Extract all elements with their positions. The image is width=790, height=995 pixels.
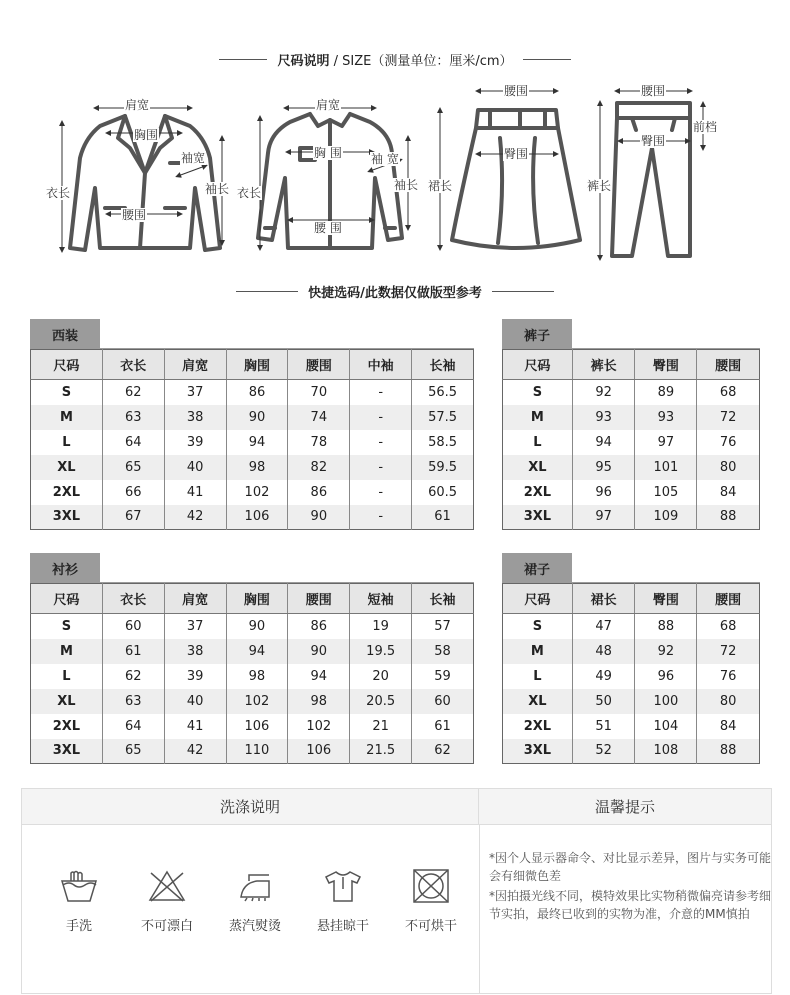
table-cell: 82: [288, 455, 350, 480]
tips-header: 温馨提示: [479, 789, 771, 825]
table-cell: 48: [572, 639, 635, 664]
table-cell: M: [503, 405, 573, 430]
table-cell: 41: [164, 480, 226, 505]
table-cell: 88: [697, 505, 760, 530]
table-row: [503, 505, 760, 530]
table-cell: 58: [412, 639, 474, 664]
wash-item-no-bleach: [132, 869, 202, 934]
table-cell: 63: [102, 405, 164, 430]
table-cell: 38: [164, 639, 226, 664]
table-cell: 94: [572, 430, 635, 455]
table-cell: 102: [288, 714, 350, 739]
table-row: [31, 689, 474, 714]
wash-instructions-header: 洗涤说明: [22, 789, 479, 825]
table-row: [503, 380, 760, 405]
wash-item-hand-wash: [44, 869, 114, 934]
skirt-col-waist: 腰围: [697, 584, 760, 614]
table-cell: 39: [164, 664, 226, 689]
skirt-size-table: [502, 553, 760, 765]
table-cell: 89: [635, 380, 697, 405]
pants-rise-label: 前档: [693, 120, 718, 134]
shirt-col-waist: 腰围: [288, 584, 350, 614]
table-row: [31, 480, 474, 505]
table-row: [31, 639, 474, 664]
table-cell: 39: [164, 430, 226, 455]
table-cell: 42: [164, 505, 226, 530]
table-cell: 60: [102, 614, 164, 639]
table-cell: 102: [226, 689, 288, 714]
suit-sleeve-length-label: 袖长: [205, 182, 230, 196]
suit-shoulder-label: 肩宽: [125, 98, 150, 112]
table-row: [503, 430, 760, 455]
table-cell: -: [350, 455, 412, 480]
pants-col-size: 尺码: [503, 350, 573, 380]
shirt-col-shoulder: 肩宽: [164, 584, 226, 614]
table-cell: -: [350, 480, 412, 505]
shirt-col-size: 尺码: [31, 584, 103, 614]
pants-length-label: 裤长: [587, 179, 612, 193]
table-cell: 96: [635, 664, 697, 689]
table-cell: 110: [226, 739, 288, 764]
table-cell: 102: [226, 480, 288, 505]
table-cell: 100: [635, 689, 697, 714]
pants-hip-label: 臀围: [641, 134, 666, 148]
table-cell: 94: [288, 664, 350, 689]
wash-item-no-tumble-dry: [396, 869, 466, 934]
table-cell: 80: [697, 689, 760, 714]
table-row: [31, 505, 474, 530]
table-cell: 49: [572, 664, 635, 689]
table-cell: 38: [164, 405, 226, 430]
table-cell: 96: [572, 480, 635, 505]
table-cell: 20.5: [350, 689, 412, 714]
table-cell: 64: [102, 714, 164, 739]
table-cell: -: [350, 380, 412, 405]
table-cell: 61: [412, 714, 474, 739]
table-cell: 97: [572, 505, 635, 530]
table-cell: 67: [102, 505, 164, 530]
suit-col-size: 尺码: [31, 350, 103, 380]
table-cell: 98: [226, 664, 288, 689]
table-cell: 62: [412, 739, 474, 764]
table-cell: 57: [412, 614, 474, 639]
shirt-col-length: 衣长: [102, 584, 164, 614]
hand-wash-label: 手洗: [65, 919, 92, 934]
table-row: [31, 664, 474, 689]
shirt-header-row: [31, 584, 474, 614]
table-cell: 95: [572, 455, 635, 480]
quick-size-title-row: [0, 282, 790, 301]
pants-table: [502, 349, 760, 530]
suit-waist-label: 腰围: [122, 208, 147, 222]
table-cell: M: [31, 405, 103, 430]
table-row: [31, 405, 474, 430]
tips-text: [489, 849, 771, 923]
table-cell: 2XL: [52, 718, 81, 734]
table-cell: S: [532, 618, 543, 634]
table-row: [503, 639, 760, 664]
table-cell: 90: [226, 614, 288, 639]
table-row: [31, 455, 474, 480]
pants-waist-label: 腰围: [641, 84, 666, 98]
table-cell: 76: [697, 664, 760, 689]
suit-col-chest: 胸围: [226, 350, 288, 380]
table-row: [31, 380, 474, 405]
table-cell: -: [350, 405, 412, 430]
skirt-table: [502, 583, 760, 764]
shirt-col-short-sleeve: 短袖: [350, 584, 412, 614]
suit-col-mid-sleeve: 中袖: [350, 350, 412, 380]
suit-col-length: 衣长: [102, 350, 164, 380]
table-cell: 3XL: [31, 739, 103, 764]
table-cell: 63: [102, 689, 164, 714]
garment-diagrams: [0, 78, 790, 278]
shirt-col-long-sleeve: 长袖: [412, 584, 474, 614]
shirt-size-table: [30, 553, 474, 765]
skirt-col-size: 尺码: [503, 584, 573, 614]
shirt-col-chest: 胸围: [226, 584, 288, 614]
hang-dry-icon: [323, 869, 363, 903]
table-cell: 84: [697, 714, 760, 739]
table-cell: 86: [226, 380, 288, 405]
skirt-hip-label: 臀围: [504, 147, 529, 161]
table-cell: 76: [697, 430, 760, 455]
table-cell: 84: [697, 480, 760, 505]
suit-length-label: 衣长: [46, 186, 71, 200]
pants-col-length: 裤长: [572, 350, 635, 380]
shirt-chest-label: 胸 围: [314, 146, 342, 160]
table-cell: 88: [697, 739, 760, 764]
table-cell: 56.5: [412, 380, 474, 405]
table-cell: 60.5: [412, 480, 474, 505]
shirt-waist-label: 腰 围: [314, 221, 342, 235]
table-row: [31, 739, 474, 764]
table-cell: 60: [412, 689, 474, 714]
shirt-shoulder-label: 肩宽: [316, 98, 341, 112]
title-rule-left: [219, 59, 267, 60]
table-cell: -: [350, 505, 412, 530]
table-cell: 3XL: [31, 505, 103, 530]
table-cell: 50: [572, 689, 635, 714]
table-cell: 90: [288, 505, 350, 530]
table-cell: 61: [102, 639, 164, 664]
table-cell: 101: [635, 455, 697, 480]
table-cell: 106: [288, 739, 350, 764]
table-cell: 105: [635, 480, 697, 505]
steam-iron-label: 蒸汽熨烫: [228, 919, 281, 934]
table-cell: L: [62, 668, 71, 684]
table-cell: -: [350, 430, 412, 455]
suit-size-table: [30, 319, 474, 531]
skirt-col-hip: 臀围: [635, 584, 697, 614]
table-cell: L: [533, 434, 542, 450]
table-cell: 90: [226, 405, 288, 430]
shirt-length-label: 衣长: [237, 186, 262, 200]
table-cell: 2XL: [52, 484, 81, 500]
table-row: [503, 455, 760, 480]
table-cell: 59.5: [412, 455, 474, 480]
table-row: [31, 614, 474, 639]
skirt-header-row: [503, 584, 760, 614]
table-cell: 42: [164, 739, 226, 764]
table-cell: 64: [102, 430, 164, 455]
tip-lighting-difference: *因拍摄光线不同，模特效果比实物稍微偏亮请参考细节实拍，最终已收到的实物为准，介意的MM慎拍: [489, 889, 772, 921]
table-cell: 21: [350, 714, 412, 739]
table-cell: 97: [635, 430, 697, 455]
table-cell: 62: [102, 380, 164, 405]
table-cell: 66: [102, 480, 164, 505]
table-cell: 68: [697, 614, 760, 639]
steam-iron-icon: [235, 869, 275, 903]
table-cell: 20: [350, 664, 412, 689]
title-rule-right: [523, 59, 571, 60]
subtitle-rule-left: [236, 291, 298, 292]
no-tumble-dry-icon: [411, 869, 451, 903]
table-cell: 98: [288, 689, 350, 714]
suit-header-row: [31, 350, 474, 380]
table-cell: S: [61, 618, 72, 634]
suit-col-waist: 腰围: [288, 350, 350, 380]
shirt-sleeve-length-label: 袖长: [394, 178, 419, 192]
care-section: [21, 788, 772, 994]
hang-dry-label: 悬挂晾干: [316, 919, 369, 934]
table-cell: 94: [226, 430, 288, 455]
table-cell: 106: [226, 505, 288, 530]
suit-tab: 西装: [30, 319, 100, 349]
table-cell: 19: [350, 614, 412, 639]
table-cell: 78: [288, 430, 350, 455]
no-tumble-dry-label: 不可烘干: [404, 919, 457, 934]
table-cell: 2XL: [523, 718, 552, 734]
skirt-waist-label: 腰围: [504, 84, 529, 98]
table-cell: 72: [697, 405, 760, 430]
table-cell: 93: [635, 405, 697, 430]
table-cell: 80: [697, 455, 760, 480]
table-row: [503, 689, 760, 714]
table-cell: XL: [31, 455, 103, 480]
table-cell: 62: [102, 664, 164, 689]
subtitle-rule-right: [492, 291, 554, 292]
skirt-length-label: 裙长: [428, 179, 453, 193]
table-cell: 2XL: [523, 484, 552, 500]
table-cell: 51: [572, 714, 635, 739]
skirt-tab: 裙子: [502, 553, 572, 583]
table-cell: 41: [164, 714, 226, 739]
table-row: [503, 614, 760, 639]
table-cell: 3XL: [503, 739, 573, 764]
table-row: [31, 430, 474, 455]
table-cell: 94: [226, 639, 288, 664]
table-cell: L: [533, 668, 542, 684]
table-cell: M: [503, 639, 573, 664]
table-cell: 47: [572, 614, 635, 639]
table-cell: 109: [635, 505, 697, 530]
table-cell: 3XL: [503, 505, 573, 530]
shirt-tab: 衬衫: [30, 553, 100, 583]
table-row: [31, 714, 474, 739]
shirt-table: [30, 583, 474, 764]
table-cell: L: [62, 434, 71, 450]
wash-item-steam-iron: [220, 869, 290, 934]
table-row: [503, 405, 760, 430]
skirt-col-length: 裙长: [572, 584, 635, 614]
table-cell: 93: [572, 405, 635, 430]
table-cell: 40: [164, 689, 226, 714]
hand-wash-icon: [59, 869, 99, 903]
quick-size-title: 快捷选码/此数据仅做版型参考: [308, 286, 482, 301]
suit-sleeve-width-label: 袖宽: [181, 151, 206, 165]
shirt-sleeve-width-label: 袖 宽: [371, 152, 399, 166]
table-cell: 88: [635, 614, 697, 639]
pants-tab: 裤子: [502, 319, 572, 349]
table-cell: 52: [572, 739, 635, 764]
suit-chest-label: 胸围: [134, 128, 159, 142]
table-cell: 98: [226, 455, 288, 480]
table-cell: 37: [164, 614, 226, 639]
table-cell: 19.5: [350, 639, 412, 664]
table-row: [503, 664, 760, 689]
table-cell: 92: [572, 380, 635, 405]
no-bleach-label: 不可漂白: [140, 919, 193, 934]
table-cell: 57.5: [412, 405, 474, 430]
no-bleach-icon: [147, 869, 187, 903]
table-cell: 61: [412, 505, 474, 530]
table-cell: 104: [635, 714, 697, 739]
table-cell: XL: [503, 689, 573, 714]
table-cell: M: [31, 639, 103, 664]
wash-item-hang-dry: [308, 869, 378, 934]
page-title: 尺码说明 / SIZE（测量单位：厘米/cm）: [277, 54, 513, 69]
table-cell: 70: [288, 380, 350, 405]
table-cell: XL: [31, 689, 103, 714]
table-cell: 65: [102, 739, 164, 764]
table-cell: 108: [635, 739, 697, 764]
care-divider: [479, 825, 480, 993]
table-row: [503, 714, 760, 739]
pants-col-hip: 臀围: [635, 350, 697, 380]
table-cell: 59: [412, 664, 474, 689]
suit-col-shoulder: 肩宽: [164, 350, 226, 380]
table-cell: 86: [288, 614, 350, 639]
pants-size-table: [502, 319, 760, 531]
pants-col-waist: 腰围: [697, 350, 760, 380]
table-cell: 72: [697, 639, 760, 664]
size-title-row: [0, 50, 790, 69]
table-cell: 40: [164, 455, 226, 480]
table-cell: 92: [635, 639, 697, 664]
table-row: [503, 739, 760, 764]
table-cell: 86: [288, 480, 350, 505]
table-cell: 68: [697, 380, 760, 405]
table-cell: 37: [164, 380, 226, 405]
table-cell: 65: [102, 455, 164, 480]
table-cell: S: [61, 384, 72, 400]
table-cell: 90: [288, 639, 350, 664]
table-row: [503, 480, 760, 505]
table-cell: 74: [288, 405, 350, 430]
table-cell: 106: [226, 714, 288, 739]
table-cell: 58.5: [412, 430, 474, 455]
suit-table: [30, 349, 474, 530]
table-cell: 21.5: [350, 739, 412, 764]
suit-col-long-sleeve: 长袖: [412, 350, 474, 380]
tip-display-difference: *因个人显示器命令、对比显示差异，图片与实务可能会有细微色差: [489, 851, 772, 883]
pants-header-row: [503, 350, 760, 380]
table-cell: S: [532, 384, 543, 400]
table-cell: XL: [503, 455, 573, 480]
